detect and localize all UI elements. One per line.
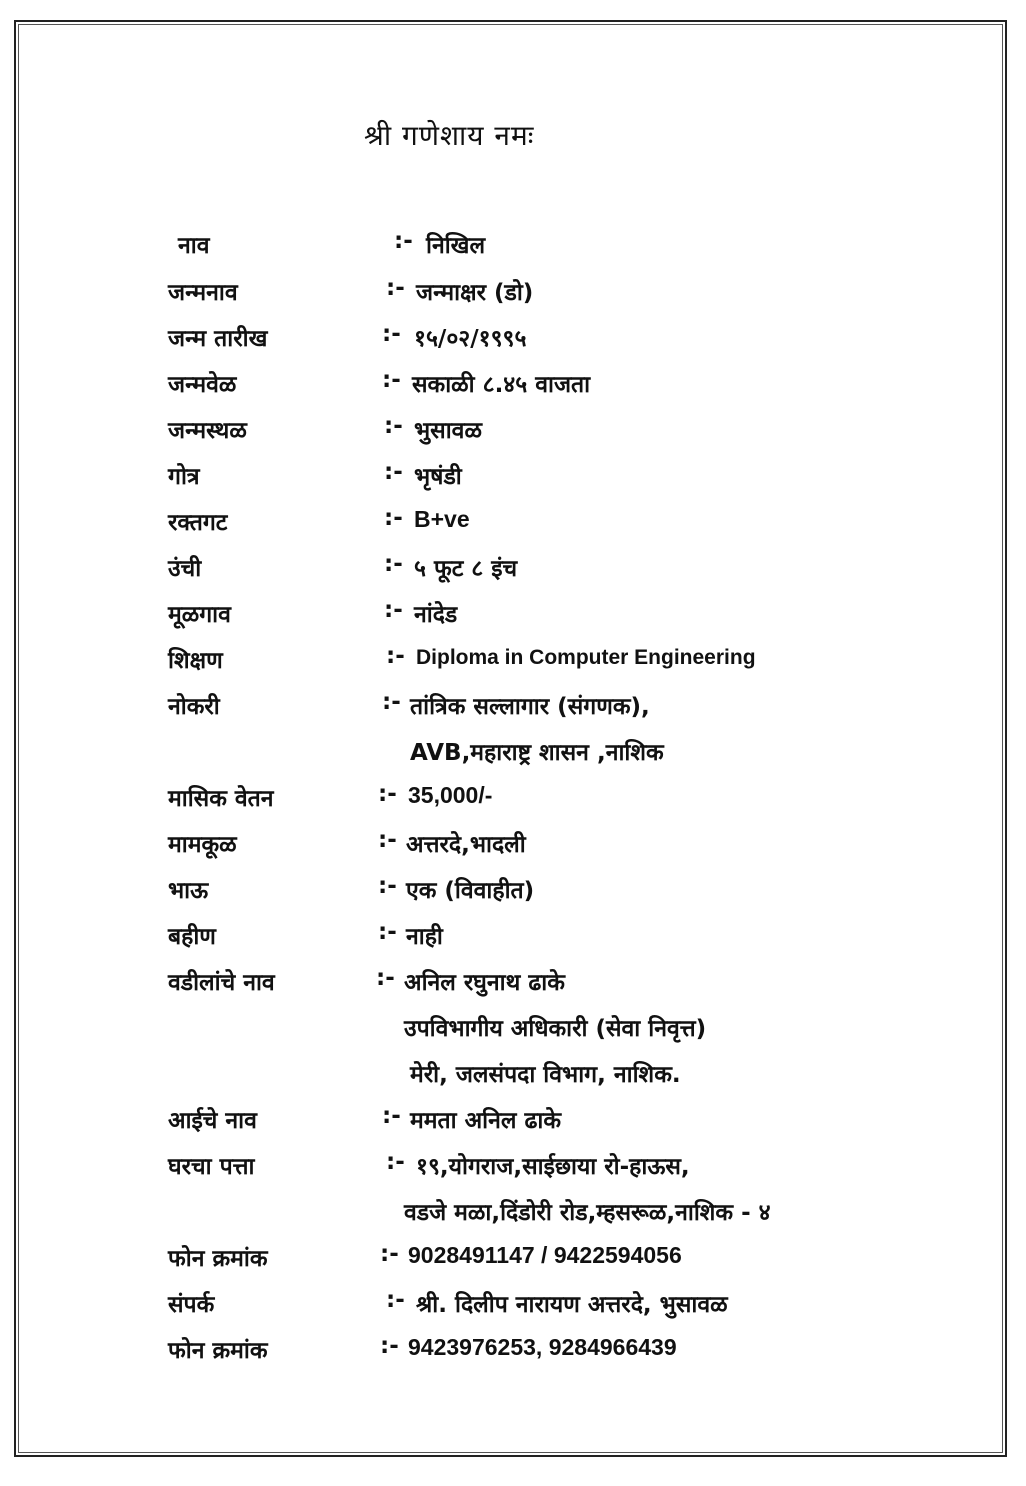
field-value-contact: श्री. दिलीप नारायण अत्तरदे, भुसावळ	[416, 1292, 728, 1318]
field-separator: :-	[380, 1241, 399, 1267]
field-label-native-place: मूळगाव	[168, 602, 231, 628]
field-separator: :-	[382, 689, 401, 715]
field-separator: :-	[378, 873, 397, 899]
field-value-job: तांत्रिक सल्लागार (संगणक),	[410, 694, 650, 720]
field-value-home-address-line2: वडजे मळा,दिंडोरी रोड,म्हसरूळ,नाशिक - ४	[404, 1200, 771, 1226]
field-label-blood-group: रक्तगट	[168, 510, 228, 536]
field-value-blood-group: B+ve	[414, 506, 470, 532]
page-heading: श्री गणेशाय नमः	[364, 119, 535, 152]
field-value-home-address: १९,योगराज,साईछाया रो-हाऊस,	[416, 1154, 690, 1180]
field-separator: :-	[386, 275, 405, 301]
field-label-monthly-salary: मासिक वेतन	[168, 786, 274, 812]
field-value-father-office: मेरी, जलसंपदा विभाग, नाशिक.	[410, 1062, 681, 1088]
field-separator: :-	[386, 1149, 405, 1175]
field-separator: :-	[380, 1333, 399, 1359]
field-value-birth-date: १५/०२/१९९५	[414, 326, 527, 352]
field-value-gotra: भृषंडी	[414, 464, 462, 490]
field-label-phone-number: फोन क्रमांक	[168, 1246, 268, 1272]
field-label-sister: बहीण	[168, 924, 216, 950]
field-value-job-line2: AVB,महाराष्ट्र शासन ,नाशिक	[410, 740, 664, 766]
field-separator: :-	[384, 505, 403, 531]
field-value-contact-phone: 9423976253, 9284966439	[408, 1334, 677, 1360]
field-label-name: नाव	[178, 233, 210, 259]
field-label-birth-place: जन्मस्थळ	[168, 418, 247, 444]
field-separator: :-	[386, 1287, 405, 1313]
field-value-native-place: नांदेड	[414, 602, 458, 628]
field-separator: :-	[394, 228, 413, 254]
field-value-phone-number: 9028491147 / 9422594056	[408, 1242, 682, 1268]
field-value-birth-time: सकाळी ८.४५ वाजता	[412, 372, 591, 398]
field-separator: :-	[384, 459, 403, 485]
field-value-height: ५ फूट ८ इंच	[414, 556, 518, 582]
field-separator: :-	[384, 551, 403, 577]
field-label-job: नोकरी	[168, 694, 220, 720]
field-value-mother-name: ममता अनिल ढाके	[410, 1108, 562, 1134]
field-separator: :-	[382, 1103, 401, 1129]
field-value-sister: नाही	[406, 924, 443, 950]
field-label-brother: भाऊ	[168, 878, 209, 904]
field-label-birth-date: जन्म तारीख	[168, 326, 268, 352]
field-label-contact-phone: फोन क्रमांक	[168, 1338, 268, 1364]
field-value-maternal-family: अत्तरदे,भादली	[406, 832, 526, 858]
field-label-height: उंची	[168, 556, 202, 582]
field-value-brother: एक (विवाहीत)	[406, 878, 535, 904]
field-value-father-designation: उपविभागीय अधिकारी (सेवा निवृत्त)	[404, 1016, 707, 1042]
field-value-name: निखिल	[426, 233, 486, 259]
field-value-father-name: अनिल रघुनाथ ढाके	[404, 970, 565, 996]
field-separator: :-	[378, 919, 397, 945]
field-label-home-address: घरचा पत्ता	[168, 1154, 255, 1180]
field-value-education: Diploma in Computer Engineering	[416, 646, 756, 669]
field-separator: :-	[376, 965, 395, 991]
field-separator: :-	[386, 643, 405, 669]
field-value-birth-name: जन्माक्षर (डो)	[416, 280, 534, 306]
field-separator: :-	[384, 413, 403, 439]
field-label-gotra: गोत्र	[168, 464, 200, 490]
field-value-monthly-salary: 35,000/-	[408, 782, 493, 808]
field-label-contact: संपर्क	[168, 1292, 215, 1318]
field-separator: :-	[382, 367, 401, 393]
field-label-birth-time: जन्मवेळ	[168, 372, 237, 398]
field-label-birth-name: जन्मनाव	[168, 280, 238, 306]
field-value-birth-place: भुसावळ	[414, 418, 482, 444]
field-label-maternal-family: मामकूळ	[168, 832, 237, 858]
field-separator: :-	[382, 321, 401, 347]
field-label-mother-name: आईचे नाव	[168, 1108, 257, 1134]
field-label-father-name: वडीलांचे नाव	[168, 970, 275, 996]
field-label-education: शिक्षण	[168, 648, 223, 674]
field-separator: :-	[378, 827, 397, 853]
field-separator: :-	[378, 781, 397, 807]
field-separator: :-	[384, 597, 403, 623]
